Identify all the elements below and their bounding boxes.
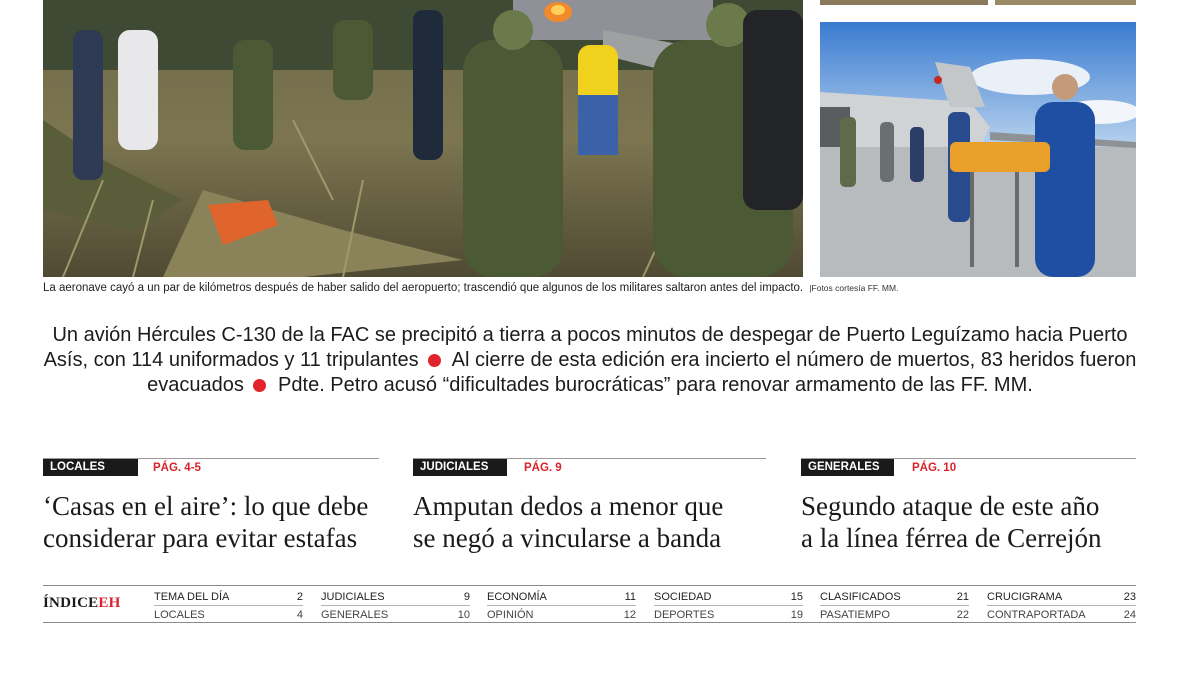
index-page: 4 xyxy=(296,609,303,621)
index-page: 11 xyxy=(624,591,636,603)
story-headline[interactable] xyxy=(43,490,368,554)
index-column xyxy=(820,588,969,624)
index-entry[interactable] xyxy=(987,588,1136,606)
index-column xyxy=(154,588,303,624)
index-entry[interactable] xyxy=(654,588,803,606)
index-column xyxy=(487,588,636,624)
story-headline[interactable] xyxy=(801,490,1102,554)
page-reference: PÁG. 4-5 xyxy=(153,462,201,474)
index-column xyxy=(987,588,1136,624)
index-page: 12 xyxy=(623,609,636,621)
photo-credit: |Fotos cortesía FF. MM. xyxy=(809,283,899,293)
index-entry[interactable] xyxy=(154,606,303,624)
summary-part-3: Pdte. Petro acusó “dificultades burocráticas” para renovar armamento de las FF. MM. xyxy=(278,374,1033,396)
index-page: 23 xyxy=(1123,591,1136,603)
index-entry[interactable] xyxy=(321,588,470,606)
section-tag: JUDICIALES xyxy=(413,459,507,476)
index-label: CRUCIGRAMA xyxy=(987,591,1063,603)
summary-part-1: Un avión Hércules C-130 de la FAC se precipitó a tierra a pocos minutos de despegar de Puerto Leguízamo hacia Puerto Asís, con 114 uniformados y 11 tripulantes xyxy=(43,324,1128,371)
index-label: GENERALES xyxy=(321,609,389,621)
index-label: TEMA DEL DÍA xyxy=(154,591,230,603)
index-label: PASATIEMPO xyxy=(820,609,890,621)
crash-site-photo xyxy=(43,0,803,277)
section-tag: GENERALES xyxy=(801,459,894,476)
page-reference: PÁG. 9 xyxy=(524,462,562,474)
index-label: SOCIEDAD xyxy=(654,591,712,603)
photo-caption xyxy=(43,282,1136,294)
index-label: CONTRAPORTADA xyxy=(987,609,1086,621)
index-title xyxy=(43,595,120,612)
index-entry[interactable] xyxy=(154,588,303,606)
index-label: JUDICIALES xyxy=(321,591,385,603)
headline-line: a la línea férrea de Cerrejón xyxy=(801,523,1102,553)
index-label: ECONOMÍA xyxy=(487,591,547,603)
red-dot-icon xyxy=(428,354,441,367)
index-label: LOCALES xyxy=(154,609,205,621)
index-entry[interactable] xyxy=(987,606,1136,624)
index-entry[interactable] xyxy=(321,606,470,624)
index-page: 9 xyxy=(463,591,470,603)
index-title-text: ÍNDICE xyxy=(43,595,99,611)
index-page: 15 xyxy=(790,591,803,603)
brand-logo: EH xyxy=(98,595,121,611)
headline-line: considerar para evitar estafas xyxy=(43,523,358,553)
index-page: 2 xyxy=(296,591,303,603)
photo-strip xyxy=(995,0,1136,5)
index-page: 22 xyxy=(956,609,969,621)
lead-summary xyxy=(40,323,1140,398)
index-page: 21 xyxy=(956,591,969,603)
index-label: OPINIÓN xyxy=(487,609,534,621)
headline-line: se negó a vincularse a banda xyxy=(413,523,722,553)
story-headline[interactable] xyxy=(413,490,723,554)
index-page: 24 xyxy=(1123,609,1136,621)
index-page: 10 xyxy=(457,609,470,621)
index-entry[interactable] xyxy=(654,606,803,624)
page-reference: PÁG. 10 xyxy=(912,462,957,474)
section-tag: LOCALES xyxy=(43,459,138,476)
index-column xyxy=(321,588,470,624)
red-dot-icon xyxy=(253,379,266,392)
index-top-rule xyxy=(43,585,1136,586)
index-page: 19 xyxy=(790,609,803,621)
index-entry[interactable] xyxy=(487,588,636,606)
headline-line: Segundo ataque de este año xyxy=(801,491,1100,521)
index-entry[interactable] xyxy=(820,606,969,624)
index-column xyxy=(654,588,803,624)
photo-strip xyxy=(820,0,988,5)
headline-line: ‘Casas en el aire’: lo que debe xyxy=(43,491,369,521)
caption-text: La aeronave cayó a un par de kilómetros después de haber salido del aeropuerto; trascendió que algunos de los militares saltaron antes del impacto. xyxy=(43,282,804,294)
index-label: DEPORTES xyxy=(654,609,715,621)
index-entry[interactable] xyxy=(487,606,636,624)
evacuation-photo xyxy=(820,22,1136,277)
headline-line: Amputan dedos a menor que xyxy=(413,491,724,521)
summary-part-2: Al cierre de esta edición era incierto el número de muertos, 83 heridos fueron evacuados xyxy=(147,349,1137,396)
index-entry[interactable] xyxy=(820,588,969,606)
index-label: CLASIFICADOS xyxy=(820,591,901,603)
